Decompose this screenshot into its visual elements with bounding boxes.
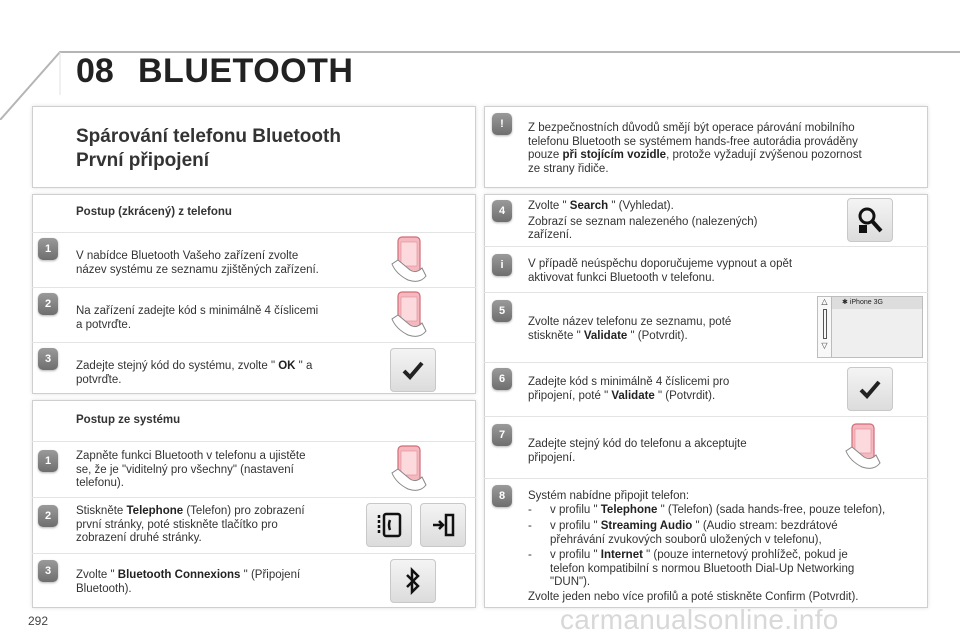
divider xyxy=(484,416,928,417)
phone-hand-icon xyxy=(386,443,432,495)
profile-telephone-text: v profilu " Telephone " (Telefon) (sada hands-free, pouze telefon), xyxy=(550,504,886,516)
divider xyxy=(32,342,476,343)
step-text: Zvolte " Search " (Vyhledat). Zobrazí se seznam nalezeného (nalezených) zařízení. xyxy=(528,200,758,241)
profile-streaming-text: v profilu " Streaming Audio " (Audio stream: bezdrátové přehrávání zvukových souborů uložených v telefonu), xyxy=(550,520,838,546)
step-text: V nabídce Bluetooth Vašeho zařízení zvolte název systému ze seznamu zjištěných zařízení. xyxy=(76,250,319,276)
step-text: Zvolte název telefonu ze seznamu, poté stiskněte " Validate " (Potvrdit). xyxy=(528,316,732,342)
ok-check-button[interactable] xyxy=(390,348,436,392)
step-badge: 2 xyxy=(38,293,58,315)
phone-hand-icon xyxy=(386,234,432,286)
divider xyxy=(484,246,928,247)
section-title-line1: Spárování telefonu Bluetooth xyxy=(76,126,341,147)
device-list-item[interactable] xyxy=(818,297,922,309)
profile-outro-text: Zvolte jeden nebo více profilů a poté stiskněte Confirm (Potvrdit). xyxy=(528,591,859,603)
divider xyxy=(32,232,476,233)
divider xyxy=(32,553,476,554)
watermark: carmanualsonline.info xyxy=(560,604,839,635)
divider xyxy=(32,287,476,288)
bluetooth-icon: ✱ xyxy=(842,299,848,306)
divider xyxy=(32,497,476,498)
check-icon xyxy=(402,360,424,380)
bullet-dash: - xyxy=(528,520,532,532)
chapter-title: BLUETOOTH xyxy=(138,52,354,90)
next-page-button[interactable] xyxy=(420,503,466,547)
device-name: iPhone 3G xyxy=(849,299,883,306)
chapter-number: 08 xyxy=(76,52,114,90)
info-text: V případě neúspěchu doporučujeme vypnout a opět aktivovat funkci Bluetooth v telefonu. xyxy=(528,258,793,284)
step-badge: 4 xyxy=(492,200,512,222)
step-badge: 8 xyxy=(492,485,512,507)
step-badge: 1 xyxy=(38,450,58,472)
section-title-line2: První připojení xyxy=(76,150,210,171)
bluetooth-icon xyxy=(403,567,423,595)
scroll-thumb[interactable] xyxy=(823,309,827,339)
scroll-down-icon[interactable]: ▽ xyxy=(821,341,828,350)
phone-book-icon xyxy=(375,511,403,539)
phone-hand-icon xyxy=(386,289,432,341)
divider xyxy=(484,478,928,479)
step-badge: 5 xyxy=(492,300,512,322)
warning-text: Z bezpečnostních důvodů smějí být operace párování mobilního telefonu Bluetooth se systémem hands-free autorádia prováděny pouze při stojícím vozidle, protože vyžadují zvýšenou pozornost ze strany řidiče. xyxy=(528,122,862,175)
page-number: 292 xyxy=(28,614,49,628)
check-icon xyxy=(859,379,881,399)
step-text: Na zařízení zadejte kód s minimálně 4 číslicemi a potvrďte. xyxy=(76,305,319,331)
device-list-screen[interactable] xyxy=(817,296,923,358)
validate-check-button[interactable] xyxy=(847,367,893,411)
bullet-dash: - xyxy=(528,549,532,561)
warning-icon: ! xyxy=(492,113,512,135)
divider xyxy=(484,362,928,363)
list-scrollbar[interactable] xyxy=(818,297,832,357)
step-text: Stiskněte Telephone (Telefon) pro zobrazení první stránky, poté stiskněte tlačítko pro zobrazení druhé stránky. xyxy=(76,505,305,544)
section2-title: Postup ze systému xyxy=(76,414,181,426)
search-device-icon xyxy=(855,205,885,235)
bluetooth-button[interactable] xyxy=(390,559,436,603)
step-badge: 3 xyxy=(38,560,58,582)
page-next-icon xyxy=(429,511,457,539)
step-text: Zapněte funkci Bluetooth v telefonu a ujistěte se, že je "viditelný pro všechny" (nastavení telefonu). xyxy=(76,450,306,489)
step-badge: 7 xyxy=(492,424,512,446)
bullet-dash: - xyxy=(528,504,532,516)
step-badge: 2 xyxy=(38,505,58,527)
step-badge: 1 xyxy=(38,238,58,260)
step-badge: 6 xyxy=(492,368,512,390)
step-badge: 3 xyxy=(38,348,58,370)
step-text: Systém nabídne připojit telefon: xyxy=(528,490,690,502)
phone-hand-icon xyxy=(840,421,886,473)
step-text: Zadejte kód s minimálně 4 číslicemi pro připojení, poté " Validate " (Potvrdit). xyxy=(528,376,730,402)
divider xyxy=(32,441,476,442)
profile-internet-text: v profilu " Internet " (pouze internetový prohlížeč, pokud je telefon kompatibilní s normou Bluetooth Dial-Up Networking "DUN"). xyxy=(550,549,855,588)
section1-title: Postup (zkrácený) z telefonu xyxy=(76,206,232,218)
telephone-button[interactable] xyxy=(366,503,412,547)
scroll-up-icon[interactable]: △ xyxy=(821,297,828,306)
search-button[interactable] xyxy=(847,198,893,242)
divider xyxy=(484,292,928,293)
step-text: Zadejte stejný kód do systému, zvolte " OK " a potvrďte. xyxy=(76,360,313,386)
step-text: Zvolte " Bluetooth Connexions " (Připojení Bluetooth). xyxy=(76,569,301,595)
step-text: Zadejte stejný kód do telefonu a akceptujte připojení. xyxy=(528,438,747,464)
info-icon: i xyxy=(492,254,512,276)
